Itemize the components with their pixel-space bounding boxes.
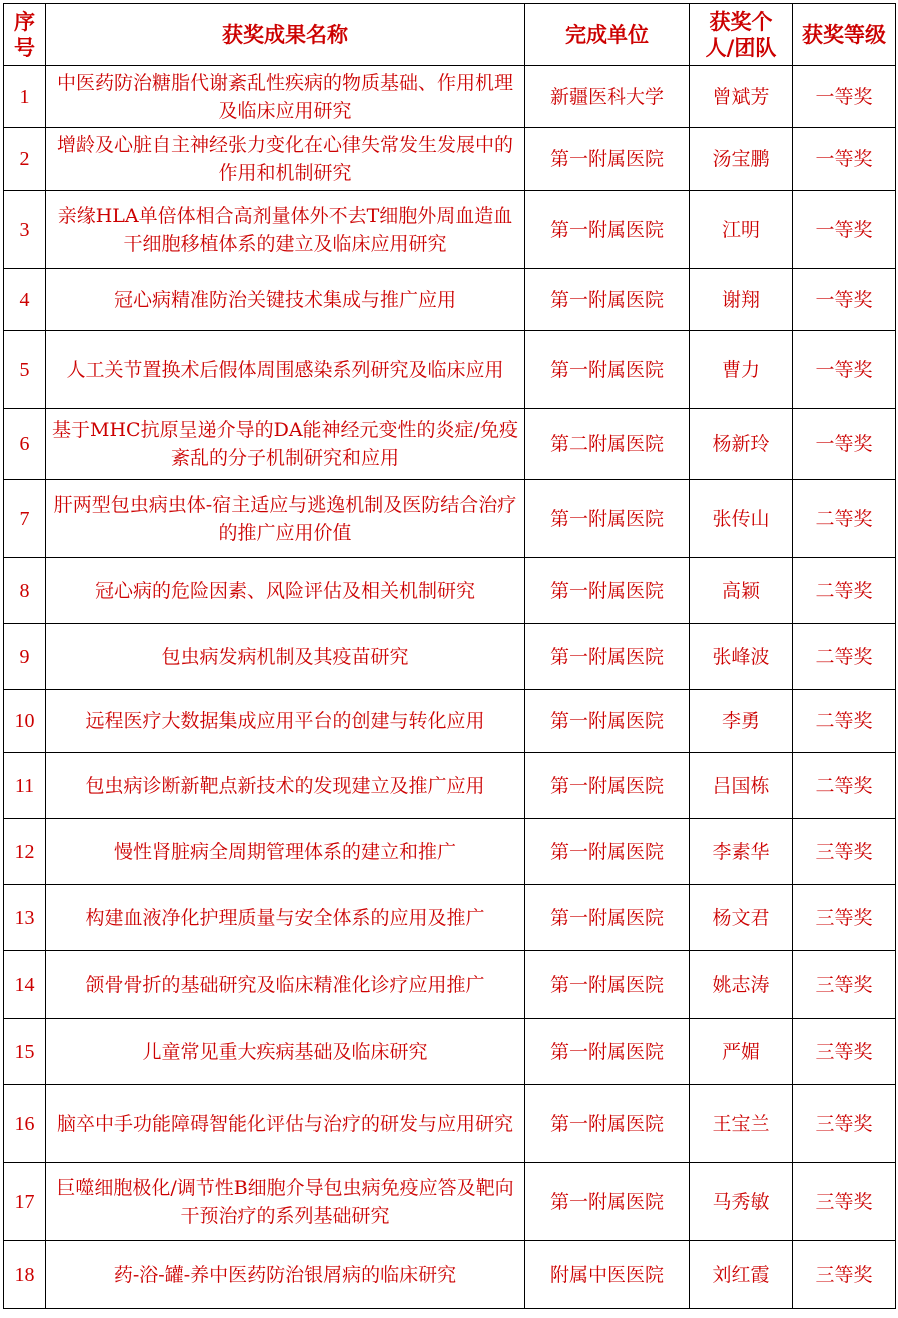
header-unit: 完成单位 — [525, 4, 690, 66]
row-index: 7 — [4, 480, 46, 558]
awardee: 曾斌芳 — [690, 66, 793, 128]
award-level: 二等奖 — [793, 690, 896, 753]
award-level: 二等奖 — [793, 558, 896, 624]
table-row — [4, 753, 896, 819]
row-index: 11 — [4, 753, 46, 819]
awardee: 谢翔 — [690, 269, 793, 331]
completing-unit: 第一附属医院 — [525, 331, 690, 409]
row-index: 18 — [4, 1241, 46, 1309]
award-title: 包虫病发病机制及其疫苗研究 — [46, 624, 525, 690]
award-level: 二等奖 — [793, 624, 896, 690]
awardee: 杨文君 — [690, 885, 793, 951]
award-level: 三等奖 — [793, 819, 896, 885]
row-index: 17 — [4, 1163, 46, 1241]
award-level: 一等奖 — [793, 191, 896, 269]
table-row — [4, 191, 896, 269]
completing-unit: 第一附属医院 — [525, 951, 690, 1019]
award-title: 肝两型包虫病虫体-宿主适应与逃逸机制及医防结合治疗的推广应用价值 — [46, 480, 525, 558]
award-title: 人工关节置换术后假体周围感染系列研究及临床应用 — [46, 331, 525, 409]
awardee: 马秀敏 — [690, 1163, 793, 1241]
awardee: 王宝兰 — [690, 1085, 793, 1163]
award-level: 三等奖 — [793, 885, 896, 951]
awardee: 李素华 — [690, 819, 793, 885]
awardee: 张峰波 — [690, 624, 793, 690]
awardee: 汤宝鹏 — [690, 128, 793, 191]
table-row — [4, 951, 896, 1019]
table-row — [4, 624, 896, 690]
award-level: 三等奖 — [793, 1085, 896, 1163]
row-index: 9 — [4, 624, 46, 690]
table-row — [4, 128, 896, 191]
completing-unit: 第一附属医院 — [525, 1085, 690, 1163]
completing-unit: 新疆医科大学 — [525, 66, 690, 128]
award-title: 基于MHC抗原呈递介导的DA能神经元变性的炎症/免疫紊乱的分子机制研究和应用 — [46, 409, 525, 480]
row-index: 13 — [4, 885, 46, 951]
table-row — [4, 269, 896, 331]
award-title: 巨噬细胞极化/调节性B细胞介导包虫病免疫应答及靶向干预治疗的系列基础研究 — [46, 1163, 525, 1241]
award-title: 脑卒中手功能障碍智能化评估与治疗的研发与应用研究 — [46, 1085, 525, 1163]
table-row — [4, 1241, 896, 1309]
completing-unit: 第一附属医院 — [525, 753, 690, 819]
awardee: 江明 — [690, 191, 793, 269]
table-row — [4, 1085, 896, 1163]
row-index: 12 — [4, 819, 46, 885]
award-title: 中医药防治糖脂代谢紊乱性疾病的物质基础、作用机理及临床应用研究 — [46, 66, 525, 128]
awardee: 吕国栋 — [690, 753, 793, 819]
award-level: 三等奖 — [793, 951, 896, 1019]
awardee: 刘红霞 — [690, 1241, 793, 1309]
awardee: 杨新玲 — [690, 409, 793, 480]
award-level: 一等奖 — [793, 409, 896, 480]
award-level: 一等奖 — [793, 269, 896, 331]
award-level: 一等奖 — [793, 66, 896, 128]
table-row — [4, 66, 896, 128]
awardee: 曹力 — [690, 331, 793, 409]
completing-unit: 第一附属医院 — [525, 128, 690, 191]
row-index: 6 — [4, 409, 46, 480]
header-index: 序号 — [4, 4, 46, 66]
row-index: 5 — [4, 331, 46, 409]
award-title: 冠心病精准防治关键技术集成与推广应用 — [46, 269, 525, 331]
award-title: 包虫病诊断新靶点新技术的发现建立及推广应用 — [46, 753, 525, 819]
row-index: 10 — [4, 690, 46, 753]
award-title: 亲缘HLA单倍体相合高剂量体外不去T细胞外周血造血干细胞移植体系的建立及临床应用研究 — [46, 191, 525, 269]
table-row — [4, 409, 896, 480]
table-row — [4, 690, 896, 753]
awards-table — [3, 3, 896, 1309]
row-index: 1 — [4, 66, 46, 128]
header-person: 获奖个人/团队 — [690, 4, 793, 66]
awardee: 李勇 — [690, 690, 793, 753]
award-level: 二等奖 — [793, 753, 896, 819]
award-title: 远程医疗大数据集成应用平台的创建与转化应用 — [46, 690, 525, 753]
completing-unit: 第一附属医院 — [525, 1163, 690, 1241]
awardee: 高颖 — [690, 558, 793, 624]
completing-unit: 第一附属医院 — [525, 624, 690, 690]
award-level: 一等奖 — [793, 128, 896, 191]
award-title: 冠心病的危险因素、风险评估及相关机制研究 — [46, 558, 525, 624]
award-level: 三等奖 — [793, 1163, 896, 1241]
table-body — [4, 66, 896, 1309]
awardee: 严媚 — [690, 1019, 793, 1085]
row-index: 8 — [4, 558, 46, 624]
header-row — [4, 4, 896, 66]
completing-unit: 第一附属医院 — [525, 269, 690, 331]
row-index: 3 — [4, 191, 46, 269]
award-title: 颌骨骨折的基础研究及临床精准化诊疗应用推广 — [46, 951, 525, 1019]
award-level: 一等奖 — [793, 331, 896, 409]
table-row — [4, 558, 896, 624]
completing-unit: 第一附属医院 — [525, 191, 690, 269]
award-level: 二等奖 — [793, 480, 896, 558]
header-title: 获奖成果名称 — [46, 4, 525, 66]
completing-unit: 第一附属医院 — [525, 480, 690, 558]
award-title: 增龄及心脏自主神经张力变化在心律失常发生发展中的作用和机制研究 — [46, 128, 525, 191]
completing-unit: 第一附属医院 — [525, 819, 690, 885]
award-title: 构建血液净化护理质量与安全体系的应用及推广 — [46, 885, 525, 951]
completing-unit: 第一附属医院 — [525, 885, 690, 951]
row-index: 4 — [4, 269, 46, 331]
completing-unit: 第二附属医院 — [525, 409, 690, 480]
row-index: 2 — [4, 128, 46, 191]
award-level: 三等奖 — [793, 1241, 896, 1309]
completing-unit: 第一附属医院 — [525, 1019, 690, 1085]
header-level: 获奖等级 — [793, 4, 896, 66]
awardee: 张传山 — [690, 480, 793, 558]
row-index: 15 — [4, 1019, 46, 1085]
award-level: 三等奖 — [793, 1019, 896, 1085]
table-row — [4, 1019, 896, 1085]
completing-unit: 第一附属医院 — [525, 558, 690, 624]
award-title: 慢性肾脏病全周期管理体系的建立和推广 — [46, 819, 525, 885]
row-index: 14 — [4, 951, 46, 1019]
awardee: 姚志涛 — [690, 951, 793, 1019]
table-row — [4, 480, 896, 558]
award-title: 儿童常见重大疾病基础及临床研究 — [46, 1019, 525, 1085]
award-title: 药-浴-罐-养中医药防治银屑病的临床研究 — [46, 1241, 525, 1309]
table-row — [4, 1163, 896, 1241]
completing-unit: 第一附属医院 — [525, 690, 690, 753]
table-row — [4, 819, 896, 885]
row-index: 16 — [4, 1085, 46, 1163]
table-row — [4, 885, 896, 951]
table-row — [4, 331, 896, 409]
completing-unit: 附属中医医院 — [525, 1241, 690, 1309]
